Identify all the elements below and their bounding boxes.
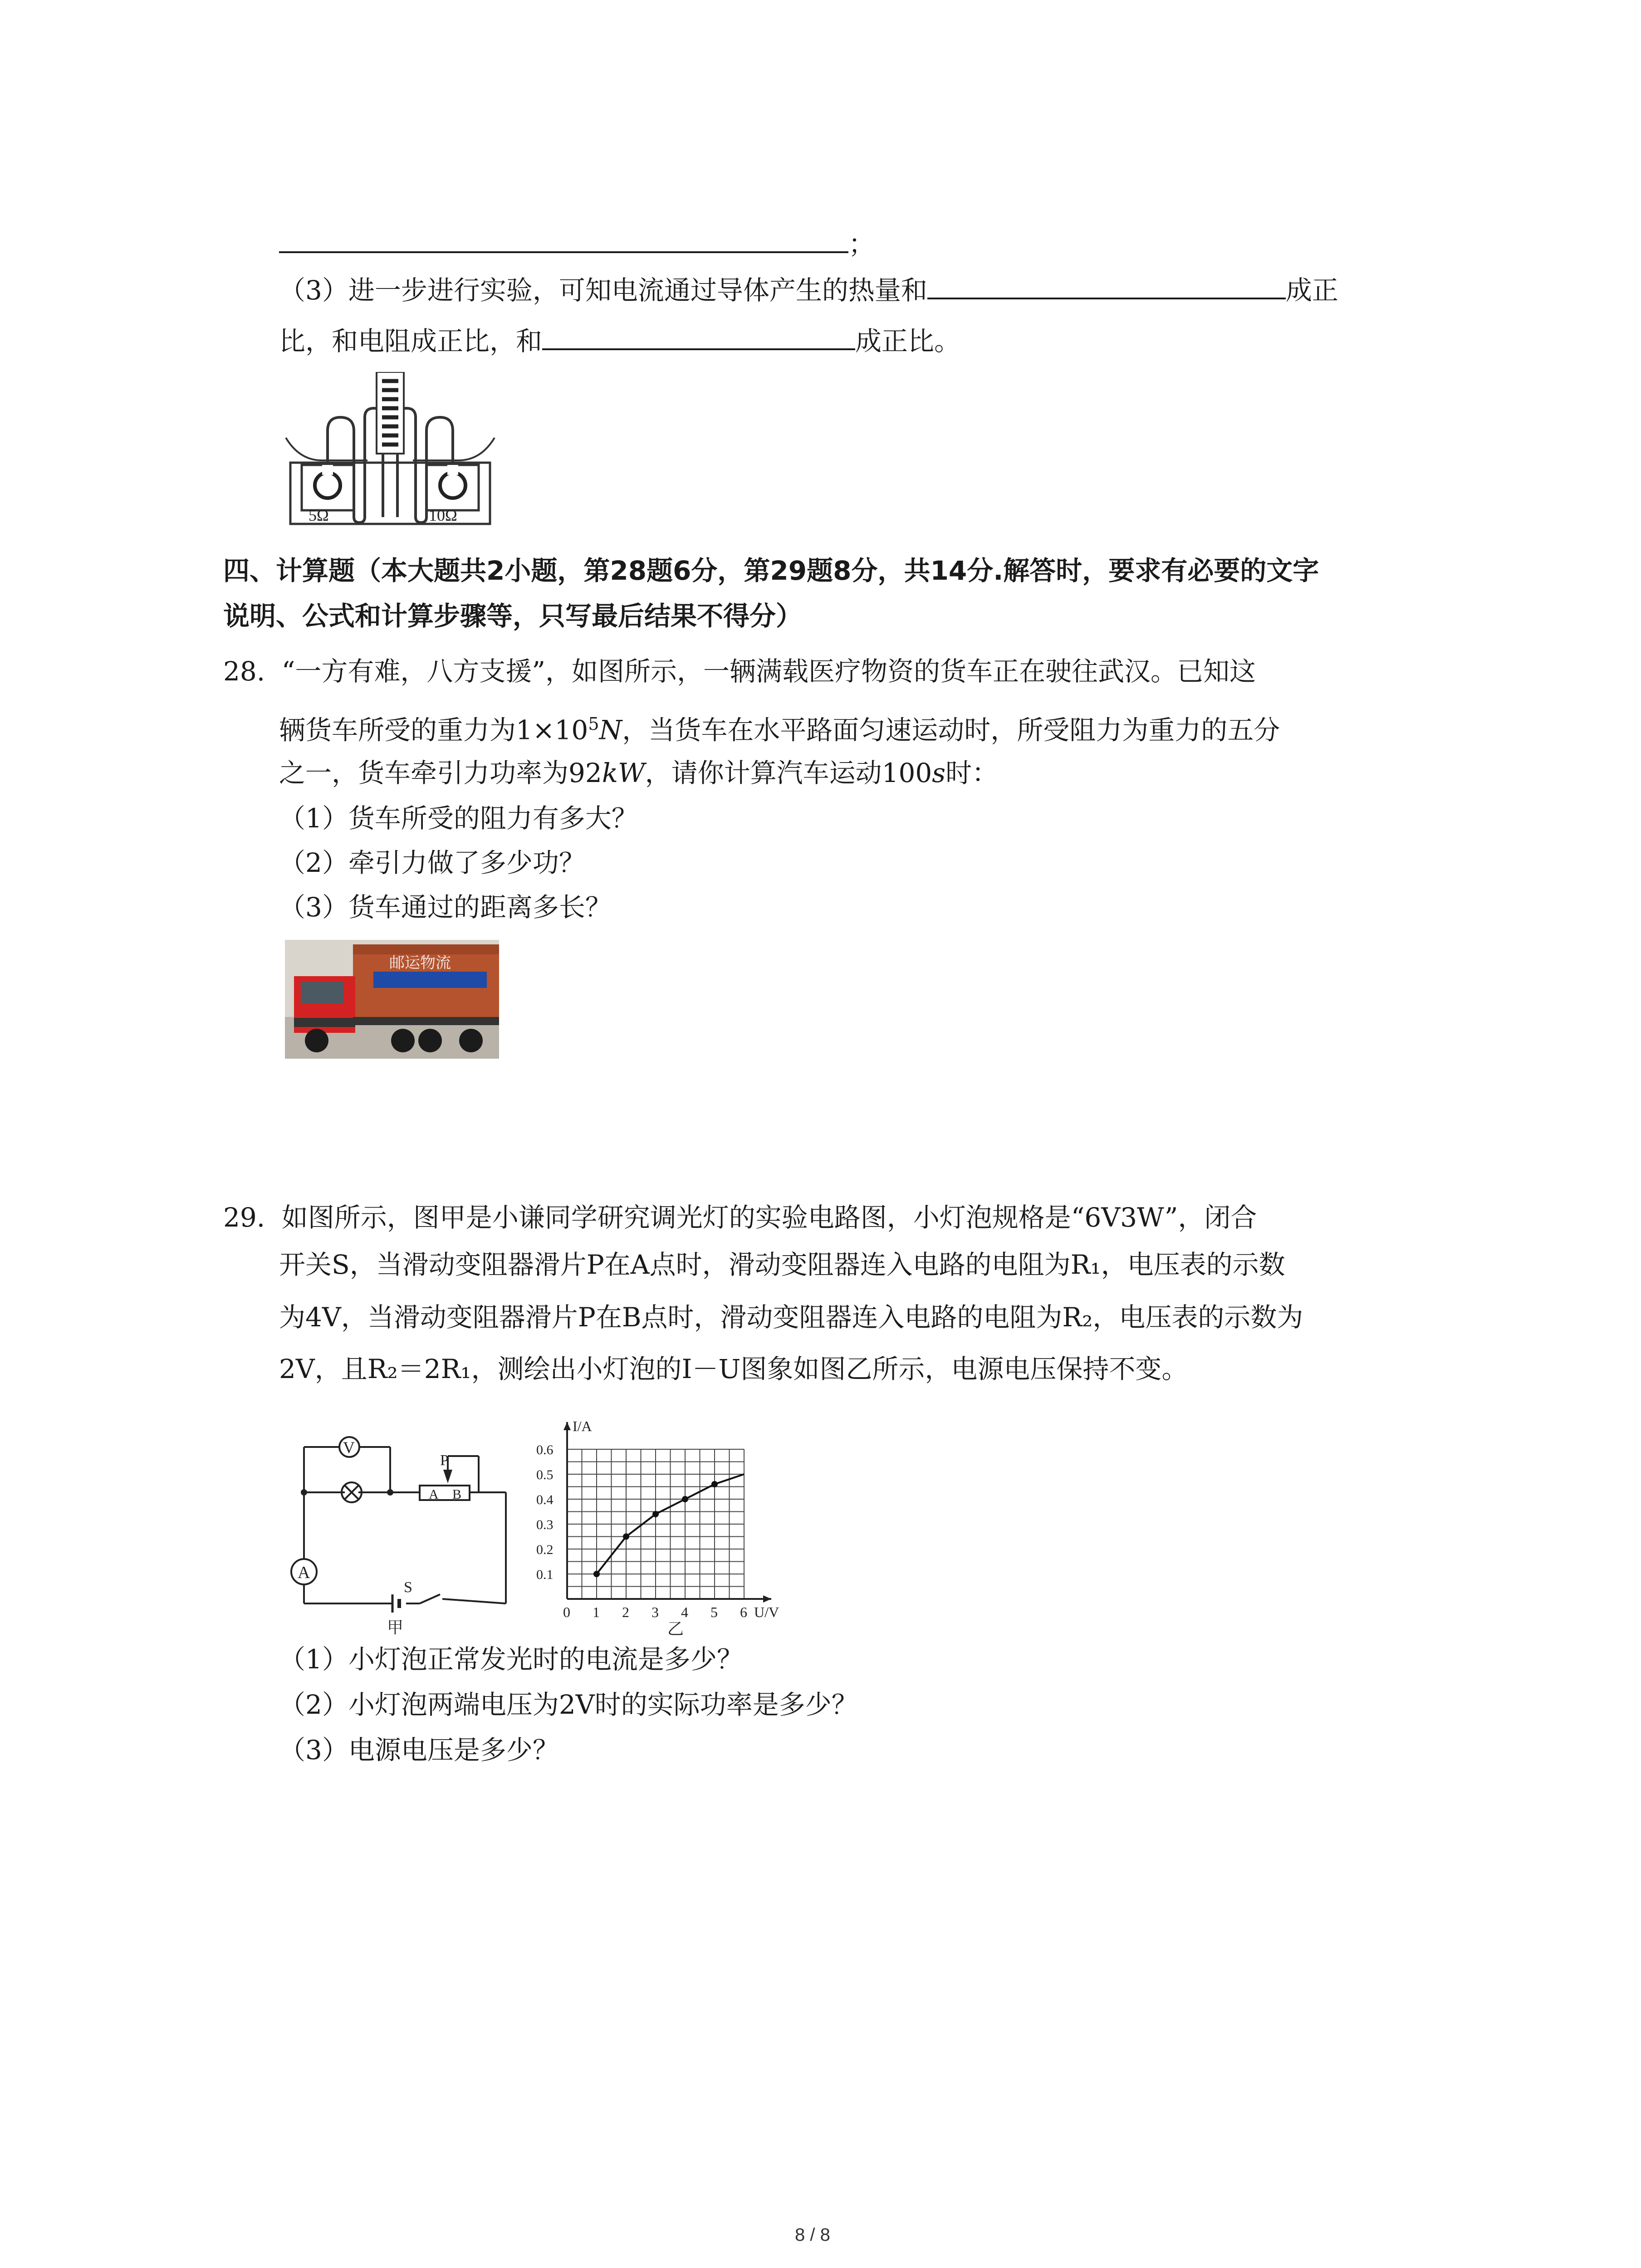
q29-line3: 为4V，当滑动变阻器滑片P在B点时，滑动变阻器连入电路的电阻为R₂，电压表的示数为 [279, 1302, 1303, 1333]
iu-chart [531, 1399, 803, 1635]
q27-answer-line: ； [279, 226, 875, 262]
q29-line1: 29. 如图所示，图甲是小谦同学研究调光灯的实验电路图，小灯泡规格是“6V3W”，闭合 [223, 1202, 1257, 1233]
circuit-diagram [279, 1420, 515, 1637]
x-tick-label: 5 [710, 1604, 718, 1620]
x-tick-label: 0 [563, 1604, 570, 1620]
q28-part3: （3）货车通过的距离多长？ [279, 892, 612, 923]
chart-caption: 乙 [667, 1620, 684, 1635]
x-axis-arrow [763, 1595, 771, 1603]
data-point [711, 1481, 718, 1487]
x-tick-label: 4 [681, 1604, 688, 1620]
page-number: 8 / 8 [795, 2225, 830, 2245]
q28-line3: 之一，货车牵引力功率为92kW，请你计算汽车运动100s时： [279, 758, 999, 788]
answer-blank[interactable] [279, 226, 848, 253]
x-axis-label: U/V [754, 1604, 779, 1620]
rheostat-a-label: A [429, 1487, 439, 1502]
x-tick-label: 3 [652, 1604, 659, 1620]
question-number: 28. [223, 656, 265, 687]
switch-label: S [404, 1579, 412, 1596]
q28-line2: 辆货车所受的重力为$1\times 10^5N$，当货车在水平路面匀速运动时，所受阻力为重力的五分 [279, 714, 1280, 746]
y-tick-label: 0.4 [536, 1492, 554, 1507]
slider-label: P [440, 1452, 449, 1469]
question-number: 29. [223, 1202, 265, 1233]
q27-part3-line2: 比，和电阻成正比，和 成正比。 [279, 323, 960, 359]
section-heading: 四、计算题（本大题共2小题，第28题6分，第29题8分，共14分.解答时，要求有必要的文字 [223, 555, 1319, 586]
y-tick-label: 0.3 [536, 1517, 554, 1532]
data-point [652, 1511, 659, 1517]
heating-apparatus-figure [281, 372, 499, 526]
data-point [593, 1571, 600, 1577]
x-tick-label: 6 [740, 1604, 747, 1620]
data-point [623, 1534, 629, 1540]
q27-part3-line1: （3）进一步进行实验，可知电流通过导体产生的热量和 成正 [279, 272, 1338, 308]
voltmeter-label: V [343, 1438, 355, 1457]
resistor-10-label: 10Ω [429, 506, 457, 524]
q28-part1: （1）货车所受的阻力有多大？ [279, 803, 638, 834]
x-tick-label: 1 [593, 1604, 600, 1620]
data-point [682, 1496, 688, 1502]
q29-part1: （1）小灯泡正常发光时的电流是多少？ [279, 1644, 743, 1675]
x-tick-label: 2 [622, 1604, 629, 1620]
q29-part2: （2）小灯泡两端电压为2V时的实际功率是多少？ [279, 1689, 858, 1720]
q29-line2: 开关S，当滑动变阻器滑片P在A点时，滑动变阻器连入电路的电阻为R₁，电压表的示数 [279, 1249, 1285, 1280]
q28-part2: （2）牵引力做了多少功？ [279, 847, 585, 878]
y-tick-label: 0.5 [536, 1467, 554, 1482]
truck-photo [285, 940, 499, 1059]
y-axis-arrow [563, 1422, 571, 1430]
answer-blank[interactable] [927, 272, 1286, 299]
y-tick-label: 0.2 [536, 1542, 554, 1557]
y-axis-label: I/A [573, 1418, 592, 1434]
q28-line1: 28. “一方有难，八方支援”，如图所示，一辆满载医疗物资的货车正在驶往武汉。已知这 [223, 656, 1256, 687]
truck-sign: 邮运物流 [389, 954, 451, 972]
y-tick-label: 0.1 [536, 1567, 554, 1582]
ammeter-label: A [298, 1563, 310, 1582]
circuit-caption: 甲 [387, 1618, 404, 1637]
q29-line4: 2V，且R₂＝2R₁，测绘出小灯泡的I－U图象如图乙所示，电源电压保持不变。 [279, 1354, 1188, 1384]
rheostat-b-label: B [452, 1487, 462, 1502]
y-tick-label: 0.6 [536, 1442, 554, 1457]
answer-blank[interactable] [542, 323, 855, 350]
section-heading-cont: 说明、公式和计算步骤等，只写最后结果不得分） [223, 601, 803, 631]
q29-part3: （3）电源电压是多少？ [279, 1735, 559, 1765]
resistor-5-label: 5Ω [309, 506, 329, 524]
